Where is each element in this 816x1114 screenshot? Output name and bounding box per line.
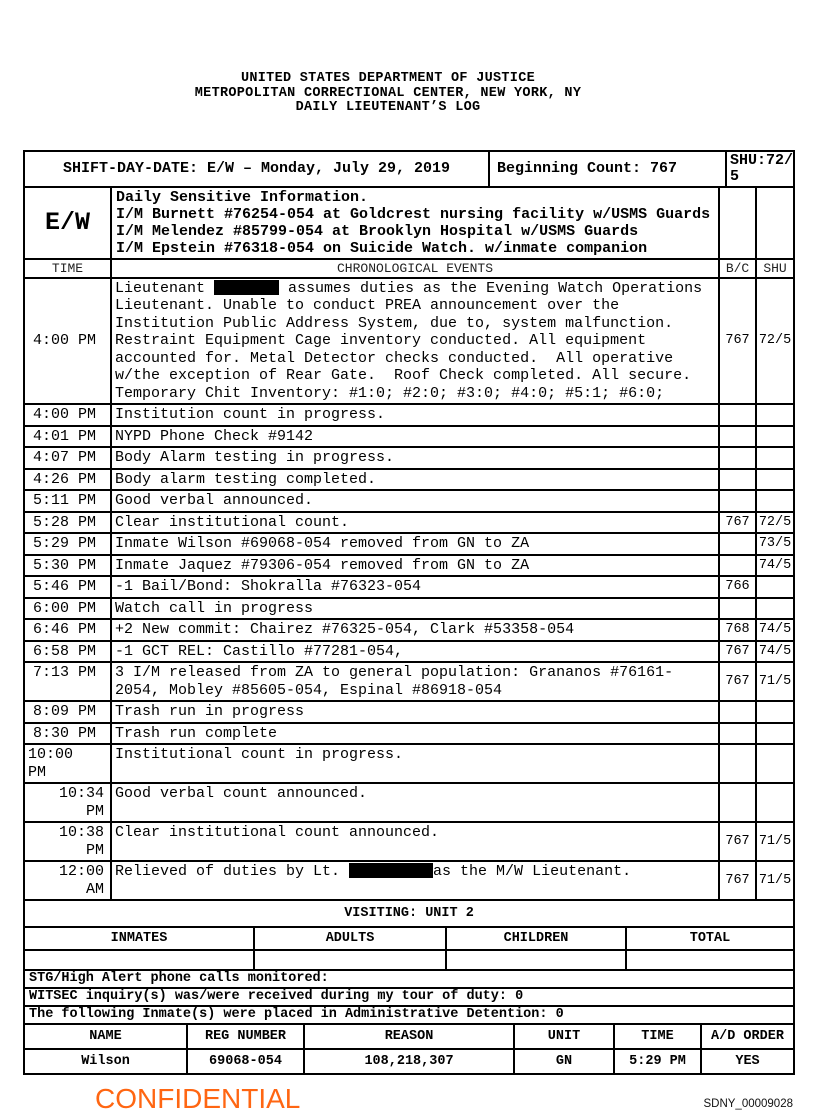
ad-col-reg-number: REG NUMBER bbox=[187, 1024, 304, 1049]
ad-cell: Wilson bbox=[24, 1049, 187, 1074]
col-header-bc: B/C bbox=[719, 259, 756, 278]
sensitive-line: I/M Burnett #76254-054 at Goldcrest nursing facility w/USMS Guards bbox=[116, 205, 711, 223]
shift-day-date: SHIFT-DAY-DATE: E/W – Monday, July 29, 2019 bbox=[24, 151, 489, 187]
log-event: Inmate Jaquez #79306-054 removed from GN to ZA bbox=[111, 555, 719, 577]
log-row bbox=[24, 701, 794, 723]
log-bc: 768 bbox=[719, 619, 756, 641]
log-row bbox=[24, 426, 794, 448]
log-shu bbox=[756, 576, 794, 598]
log-event: 3 I/M released from ZA to general population: Grananos #76161-2054, Mobley #85605-054, Espinal #86918-054 bbox=[111, 662, 719, 701]
log-bc bbox=[719, 426, 756, 448]
redaction-box bbox=[349, 863, 433, 878]
sensitive-line: Daily Sensitive Information. bbox=[116, 188, 369, 206]
log-bc bbox=[719, 598, 756, 620]
log-time: 4:00 PM bbox=[24, 278, 111, 405]
log-shu bbox=[756, 469, 794, 491]
log-event: Body alarm testing completed. bbox=[111, 469, 719, 491]
notes-table bbox=[23, 969, 795, 1025]
log-row bbox=[24, 861, 794, 900]
visiting-value-children bbox=[446, 950, 626, 970]
header-line-facility: METROPOLITAN CORRECTIONAL CENTER, NEW YORK, NY bbox=[194, 85, 582, 101]
empty-shu-cell bbox=[756, 187, 794, 259]
log-shu: 72/5 bbox=[756, 278, 794, 405]
log-event: Clear institutional count. bbox=[111, 512, 719, 534]
log-shu: 74/5 bbox=[756, 619, 794, 641]
log-event: Clear institutional count announced. bbox=[111, 822, 719, 861]
log-time: 6:00 PM bbox=[24, 598, 111, 620]
log-shu: 71/5 bbox=[756, 662, 794, 701]
visiting-table bbox=[23, 899, 795, 971]
ad-col-name: NAME bbox=[24, 1024, 187, 1049]
log-time: 5:29 PM bbox=[24, 533, 111, 555]
log-time: 4:01 PM bbox=[24, 426, 111, 448]
column-header-row bbox=[24, 259, 794, 278]
header-line-title: DAILY LIEUTENANT’S LOG bbox=[295, 100, 481, 115]
log-bc: 767 bbox=[719, 278, 756, 405]
log-event: Inmate Wilson #69068-054 removed from GN to ZA bbox=[111, 533, 719, 555]
log-bc: 767 bbox=[719, 822, 756, 861]
log-shu bbox=[756, 447, 794, 469]
visiting-title: VISITING: UNIT 2 bbox=[24, 900, 794, 927]
visiting-col-inmates: INMATES bbox=[24, 927, 254, 950]
log-shu: 71/5 bbox=[756, 822, 794, 861]
log-bc bbox=[719, 783, 756, 822]
watch-code: E/W bbox=[24, 187, 111, 259]
log-time: 10:00 PM bbox=[24, 744, 111, 783]
ad-col-time: TIME bbox=[614, 1024, 701, 1049]
log-time: 5:30 PM bbox=[24, 555, 111, 577]
log-bc: 767 bbox=[719, 662, 756, 701]
log-event: Watch call in progress bbox=[111, 598, 719, 620]
log-shu bbox=[756, 426, 794, 448]
log-row bbox=[24, 278, 794, 405]
daily-log-table bbox=[23, 150, 795, 902]
sensitive-line: I/M Epstein #76318-054 on Suicide Watch. w/inmate companion bbox=[116, 239, 648, 257]
log-time: 7:13 PM bbox=[24, 662, 111, 701]
log-time: 8:30 PM bbox=[24, 723, 111, 745]
log-shu bbox=[756, 598, 794, 620]
log-bc bbox=[719, 723, 756, 745]
log-event: Trash run in progress bbox=[111, 701, 719, 723]
log-body bbox=[24, 278, 794, 901]
log-time: 6:58 PM bbox=[24, 641, 111, 663]
log-bc: 767 bbox=[719, 861, 756, 900]
shu-count: SHU:72/5 bbox=[726, 151, 794, 187]
log-row bbox=[24, 469, 794, 491]
log-event: NYPD Phone Check #9142 bbox=[111, 426, 719, 448]
col-header-time: TIME bbox=[24, 259, 111, 278]
log-event: Lieutenant assumes duties as the Evening Watch Operations Lieutenant. Unable to conduct PREA announcement over the Institution Public Address System, due to, system malfunction. Restraint Equipment Cage inventory conducted. All equipment accounted for. Metal Detector checks conducted. All operative w/the exception of Rear Gate. Roof Check completed. All secure. Temporary Chit Inventory: #1:0; #2:0; #3:0; #4:0; #5:1; #6:0; bbox=[111, 278, 719, 405]
log-event: -1 GCT REL: Castillo #77281-054, bbox=[111, 641, 719, 663]
empty-bc-cell bbox=[719, 187, 756, 259]
log-bc bbox=[719, 404, 756, 426]
ad-cell: 108,218,307 bbox=[304, 1049, 514, 1074]
bates-number: SDNY_00009028 bbox=[703, 1098, 793, 1110]
log-row bbox=[24, 744, 794, 783]
log-bc: 767 bbox=[719, 641, 756, 663]
log-shu bbox=[756, 490, 794, 512]
log-time: 4:00 PM bbox=[24, 404, 111, 426]
log-bc bbox=[719, 701, 756, 723]
beginning-count: Beginning Count: 767 bbox=[489, 151, 726, 187]
log-event: Good verbal announced. bbox=[111, 490, 719, 512]
visiting-col-total: TOTAL bbox=[626, 927, 794, 950]
log-shu: 73/5 bbox=[756, 533, 794, 555]
visiting-values-row bbox=[24, 950, 794, 970]
log-event: Relieved of duties by Lt. as the M/W Lieutenant. bbox=[111, 861, 719, 900]
log-time: 5:46 PM bbox=[24, 576, 111, 598]
log-shu: 74/5 bbox=[756, 555, 794, 577]
note-witsec-inquiry: WITSEC inquiry(s) was/were received during my tour of duty: 0 bbox=[24, 988, 794, 1006]
visiting-col-adults: ADULTS bbox=[254, 927, 446, 950]
log-time: 6:46 PM bbox=[24, 619, 111, 641]
log-event: Body Alarm testing in progress. bbox=[111, 447, 719, 469]
log-time: 5:28 PM bbox=[24, 512, 111, 534]
col-header-events: CHRONOLOGICAL EVENTS bbox=[111, 259, 719, 278]
ad-col-ad-order: A/D ORDER bbox=[701, 1024, 794, 1049]
log-time: 12:00 AM bbox=[24, 861, 111, 900]
log-row bbox=[24, 555, 794, 577]
header-line-agency: UNITED STATES DEPARTMENT OF JUSTICE bbox=[240, 71, 536, 86]
log-shu bbox=[756, 701, 794, 723]
ad-col-unit: UNIT bbox=[514, 1024, 614, 1049]
note-admin-detention: The following Inmate(s) were placed in Administrative Detention: 0 bbox=[24, 1006, 794, 1024]
log-row bbox=[24, 576, 794, 598]
log-time: 4:07 PM bbox=[24, 447, 111, 469]
document-header bbox=[23, 72, 753, 116]
log-event: +2 New commit: Chairez #76325-054, Clark #53358-054 bbox=[111, 619, 719, 641]
visiting-col-children: CHILDREN bbox=[446, 927, 626, 950]
ad-cell: 5:29 PM bbox=[614, 1049, 701, 1074]
log-event: Institution count in progress. bbox=[111, 404, 719, 426]
log-row bbox=[24, 783, 794, 822]
log-row bbox=[24, 512, 794, 534]
log-bc bbox=[719, 490, 756, 512]
ad-cell: YES bbox=[701, 1049, 794, 1074]
visiting-title-row bbox=[24, 900, 794, 927]
log-shu: 71/5 bbox=[756, 861, 794, 900]
redaction-box bbox=[214, 280, 279, 295]
log-row bbox=[24, 723, 794, 745]
log-time: 10:34 PM bbox=[24, 783, 111, 822]
log-event: Trash run complete bbox=[111, 723, 719, 745]
ad-header-row bbox=[24, 1024, 794, 1049]
log-row bbox=[24, 598, 794, 620]
log-row bbox=[24, 490, 794, 512]
banner-row bbox=[24, 151, 794, 187]
log-shu bbox=[756, 723, 794, 745]
log-bc bbox=[719, 469, 756, 491]
col-header-shu: SHU bbox=[756, 259, 794, 278]
log-row bbox=[24, 619, 794, 641]
visiting-header-row bbox=[24, 927, 794, 950]
ad-col-reason: REASON bbox=[304, 1024, 514, 1049]
note-stg-monitored: STG/High Alert phone calls monitored: bbox=[24, 970, 794, 988]
log-bc bbox=[719, 447, 756, 469]
ad-row bbox=[24, 1049, 794, 1074]
log-row bbox=[24, 533, 794, 555]
log-time: 4:26 PM bbox=[24, 469, 111, 491]
log-shu bbox=[756, 404, 794, 426]
log-shu bbox=[756, 783, 794, 822]
log-bc bbox=[719, 555, 756, 577]
log-time: 10:38 PM bbox=[24, 822, 111, 861]
log-time: 8:09 PM bbox=[24, 701, 111, 723]
confidential-stamp: CONFIDENTIAL bbox=[95, 1083, 301, 1114]
daily-sensitive-info bbox=[111, 187, 719, 259]
log-row bbox=[24, 404, 794, 426]
log-row bbox=[24, 662, 794, 701]
log-row bbox=[24, 447, 794, 469]
log-shu: 72/5 bbox=[756, 512, 794, 534]
sensitive-line: I/M Melendez #85799-054 at Brooklyn Hospital w/USMS Guards bbox=[116, 222, 639, 240]
ad-body bbox=[24, 1049, 794, 1074]
log-bc: 766 bbox=[719, 576, 756, 598]
log-row bbox=[24, 641, 794, 663]
log-shu: 74/5 bbox=[756, 641, 794, 663]
log-row bbox=[24, 822, 794, 861]
log-time: 5:11 PM bbox=[24, 490, 111, 512]
log-bc: 767 bbox=[719, 512, 756, 534]
ad-cell: GN bbox=[514, 1049, 614, 1074]
log-bc bbox=[719, 533, 756, 555]
visiting-value-adults bbox=[254, 950, 446, 970]
log-shu bbox=[756, 744, 794, 783]
log-event: Good verbal count announced. bbox=[111, 783, 719, 822]
visiting-value-inmates bbox=[24, 950, 254, 970]
log-event: Institutional count in progress. bbox=[111, 744, 719, 783]
visiting-value-total bbox=[626, 950, 794, 970]
ad-cell: 69068-054 bbox=[187, 1049, 304, 1074]
log-event: -1 Bail/Bond: Shokralla #76323-054 bbox=[111, 576, 719, 598]
log-bc bbox=[719, 744, 756, 783]
ad-detention-table bbox=[23, 1023, 795, 1075]
sensitive-info-row bbox=[24, 187, 794, 259]
page-footer bbox=[23, 1085, 793, 1113]
